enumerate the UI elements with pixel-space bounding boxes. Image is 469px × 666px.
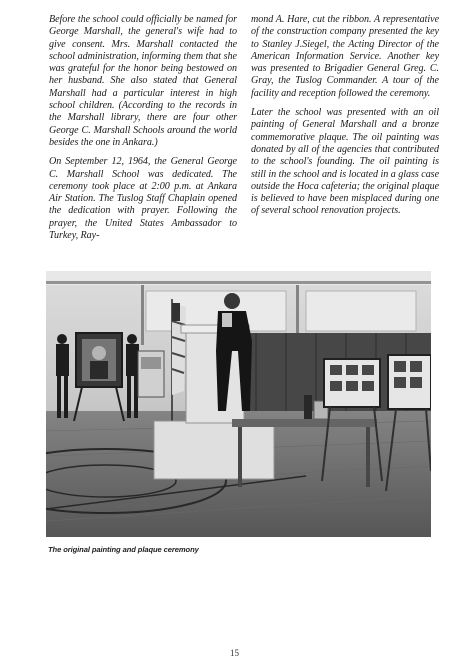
ceremony-photo	[46, 271, 431, 537]
paragraph: Before the school could officially be named for George Marshall, the general's wife had to give consent. Mrs. Marshall contacted the school administration, informing them that she was grateful for the honor being bestowed on her husband. She also stated that General Marshall had a particular interest in high school children. (According to the records in the Marshall library, there are four other George C. Marshall Schools around the world besides the one in Ankara.)	[49, 14, 237, 148]
photo-caption: The original painting and plaque ceremony	[48, 545, 199, 554]
page-number: 15	[230, 648, 239, 658]
paragraph: On September 12, 1964, the General George C. Marshall School was dedicated. The ceremony took place at 2:00 p.m. at Ankara Air Station. The Tuslog Staff Chaplain opened the dedication with prayer. Following the prayer, the United States Ambassador to Turkey, Ray-	[49, 156, 237, 242]
paragraph: Later the school was presented with an oil painting of General Marshall and a bronze commemorative plaque. The oil painting was donated by all of the agencies that contributed to the school's founding. The oil painting is still in the school and is located in a glass case outside the Hoca cafeteria; the original plaque is believed to have been misplaced during one of several school renovation projects.	[251, 107, 439, 217]
paragraph: mond A. Hare, cut the ribbon. A representative of the construction company presented the key to Stanley J.Siegel, the Acting Director of the American Information Service. Another key was presented to Brigadier General Greg. C. Gray, the Tuslog Commander. A tour of the facility and reception followed the ceremony.	[251, 14, 439, 99]
left-text-column	[49, 14, 237, 249]
right-text-column	[251, 14, 439, 225]
